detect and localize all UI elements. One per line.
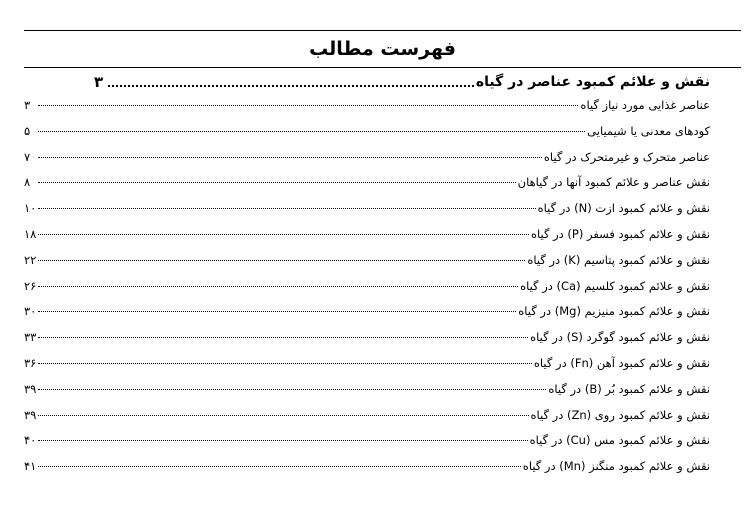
page-title: فهرست مطالب bbox=[309, 38, 456, 60]
title-bar bbox=[24, 30, 741, 68]
dot-leader bbox=[38, 131, 585, 132]
toc-entry[interactable] bbox=[24, 433, 710, 459]
toc-entry[interactable] bbox=[24, 98, 710, 124]
toc-entry-label: نقش و علائم کمبود منیزیم (Mg) در گیاه bbox=[518, 304, 710, 319]
toc-entry-page-number: ۳۹ bbox=[24, 381, 37, 396]
toc-entry[interactable] bbox=[24, 304, 710, 330]
toc-entry-label: نقش و علائم کمبود مس (Cu) در گیاه bbox=[529, 433, 710, 448]
toc-entry-label: نقش و علائم کمبود عناصر در گیاه bbox=[475, 74, 710, 90]
dot-leader bbox=[38, 157, 542, 158]
toc-entry-label: نقش و علائم کمبود فسفر (P) در گیاه bbox=[530, 226, 710, 241]
toc-entry-label: نقش و علائم کمبود منگنز (Mn) در گیاه bbox=[522, 459, 710, 474]
toc-entry-label: نقش و علائم کمبود روی (Zn) در گیاه bbox=[530, 407, 710, 422]
toc-entry-page-number: ۴۱ bbox=[24, 459, 37, 474]
dot-leader bbox=[38, 466, 520, 467]
dot-leader bbox=[38, 311, 516, 312]
toc-entry[interactable] bbox=[24, 253, 710, 279]
toc-entry-label: عناصر متحرک و غیرمتحرک در گیاه bbox=[543, 149, 710, 164]
toc-entry[interactable] bbox=[24, 408, 710, 434]
dot-leader bbox=[38, 105, 578, 106]
toc-entry-page-number: ۳۹ bbox=[24, 407, 37, 422]
toc-entry-label: کودهای معدنی یا شیمیایی bbox=[587, 123, 710, 138]
toc-entry[interactable] bbox=[24, 356, 710, 382]
toc-entry-label: نقش عناصر و علائم کمبود آنها در گیاهان bbox=[517, 175, 710, 190]
dot-leader bbox=[38, 182, 516, 183]
toc-entry-label: نقش و علائم کمبود کلسیم (Ca) در گیاه bbox=[520, 278, 710, 293]
toc-entry-page-number: ۷ bbox=[24, 149, 31, 164]
toc-entry[interactable] bbox=[24, 279, 710, 305]
dot-leader bbox=[38, 260, 525, 261]
toc-entry[interactable] bbox=[24, 459, 710, 485]
toc-entry-page-number: ۲۶ bbox=[24, 278, 37, 293]
toc-main-entry[interactable] bbox=[24, 66, 710, 98]
toc-entry-page-number: ۸ bbox=[24, 175, 31, 190]
toc-entry-page-number: ۴۰ bbox=[24, 433, 37, 448]
dot-leader bbox=[108, 85, 474, 87]
dot-leader bbox=[38, 208, 535, 209]
toc-entry[interactable] bbox=[24, 382, 710, 408]
toc-entry[interactable] bbox=[24, 201, 710, 227]
toc-entry-page-number: ۳ bbox=[24, 98, 31, 112]
toc-entry[interactable] bbox=[24, 175, 710, 201]
toc-entry-label: عناصر غذایی مورد نیاز گیاه bbox=[580, 98, 710, 112]
toc-entry-label: نقش و علائم کمبود آهن (Fn) در گیاه bbox=[533, 355, 710, 370]
toc-entry-page-number: ۵ bbox=[24, 123, 31, 138]
toc-entry-page-number: ۳۶ bbox=[24, 355, 37, 370]
table-of-contents bbox=[24, 66, 710, 485]
toc-entry-label: نقش و علائم کمبود پتاسیم (K) در گیاه bbox=[527, 252, 710, 267]
dot-leader bbox=[38, 363, 532, 364]
toc-entry[interactable] bbox=[24, 330, 710, 356]
toc-entry-page-number: ۲۲ bbox=[24, 252, 37, 267]
toc-entry-page-number: ۳ bbox=[94, 73, 104, 91]
toc-entry[interactable] bbox=[24, 124, 710, 150]
dot-leader bbox=[38, 415, 528, 416]
toc-entry-page-number: ۱۸ bbox=[24, 226, 37, 241]
toc-entry-label: نقش و علائم کمبود بُر (B) در گیاه bbox=[548, 381, 710, 396]
toc-entry-page-number: ۳۰ bbox=[24, 304, 37, 319]
dot-leader bbox=[38, 440, 527, 441]
toc-entry-page-number: ۳۳ bbox=[24, 330, 37, 345]
toc-entry[interactable] bbox=[24, 150, 710, 176]
dot-leader bbox=[38, 286, 518, 287]
toc-entry-page-number: ۱۰ bbox=[24, 201, 37, 216]
toc-entry[interactable] bbox=[24, 227, 710, 253]
toc-entry-label: نقش و علائم کمبود گوگرد (S) در گیاه bbox=[530, 330, 710, 345]
toc-entry-label: نقش و علائم کمبود ازت (N) در گیاه bbox=[537, 201, 710, 216]
dot-leader bbox=[38, 337, 528, 338]
dot-leader bbox=[38, 234, 529, 235]
dot-leader bbox=[38, 389, 546, 390]
